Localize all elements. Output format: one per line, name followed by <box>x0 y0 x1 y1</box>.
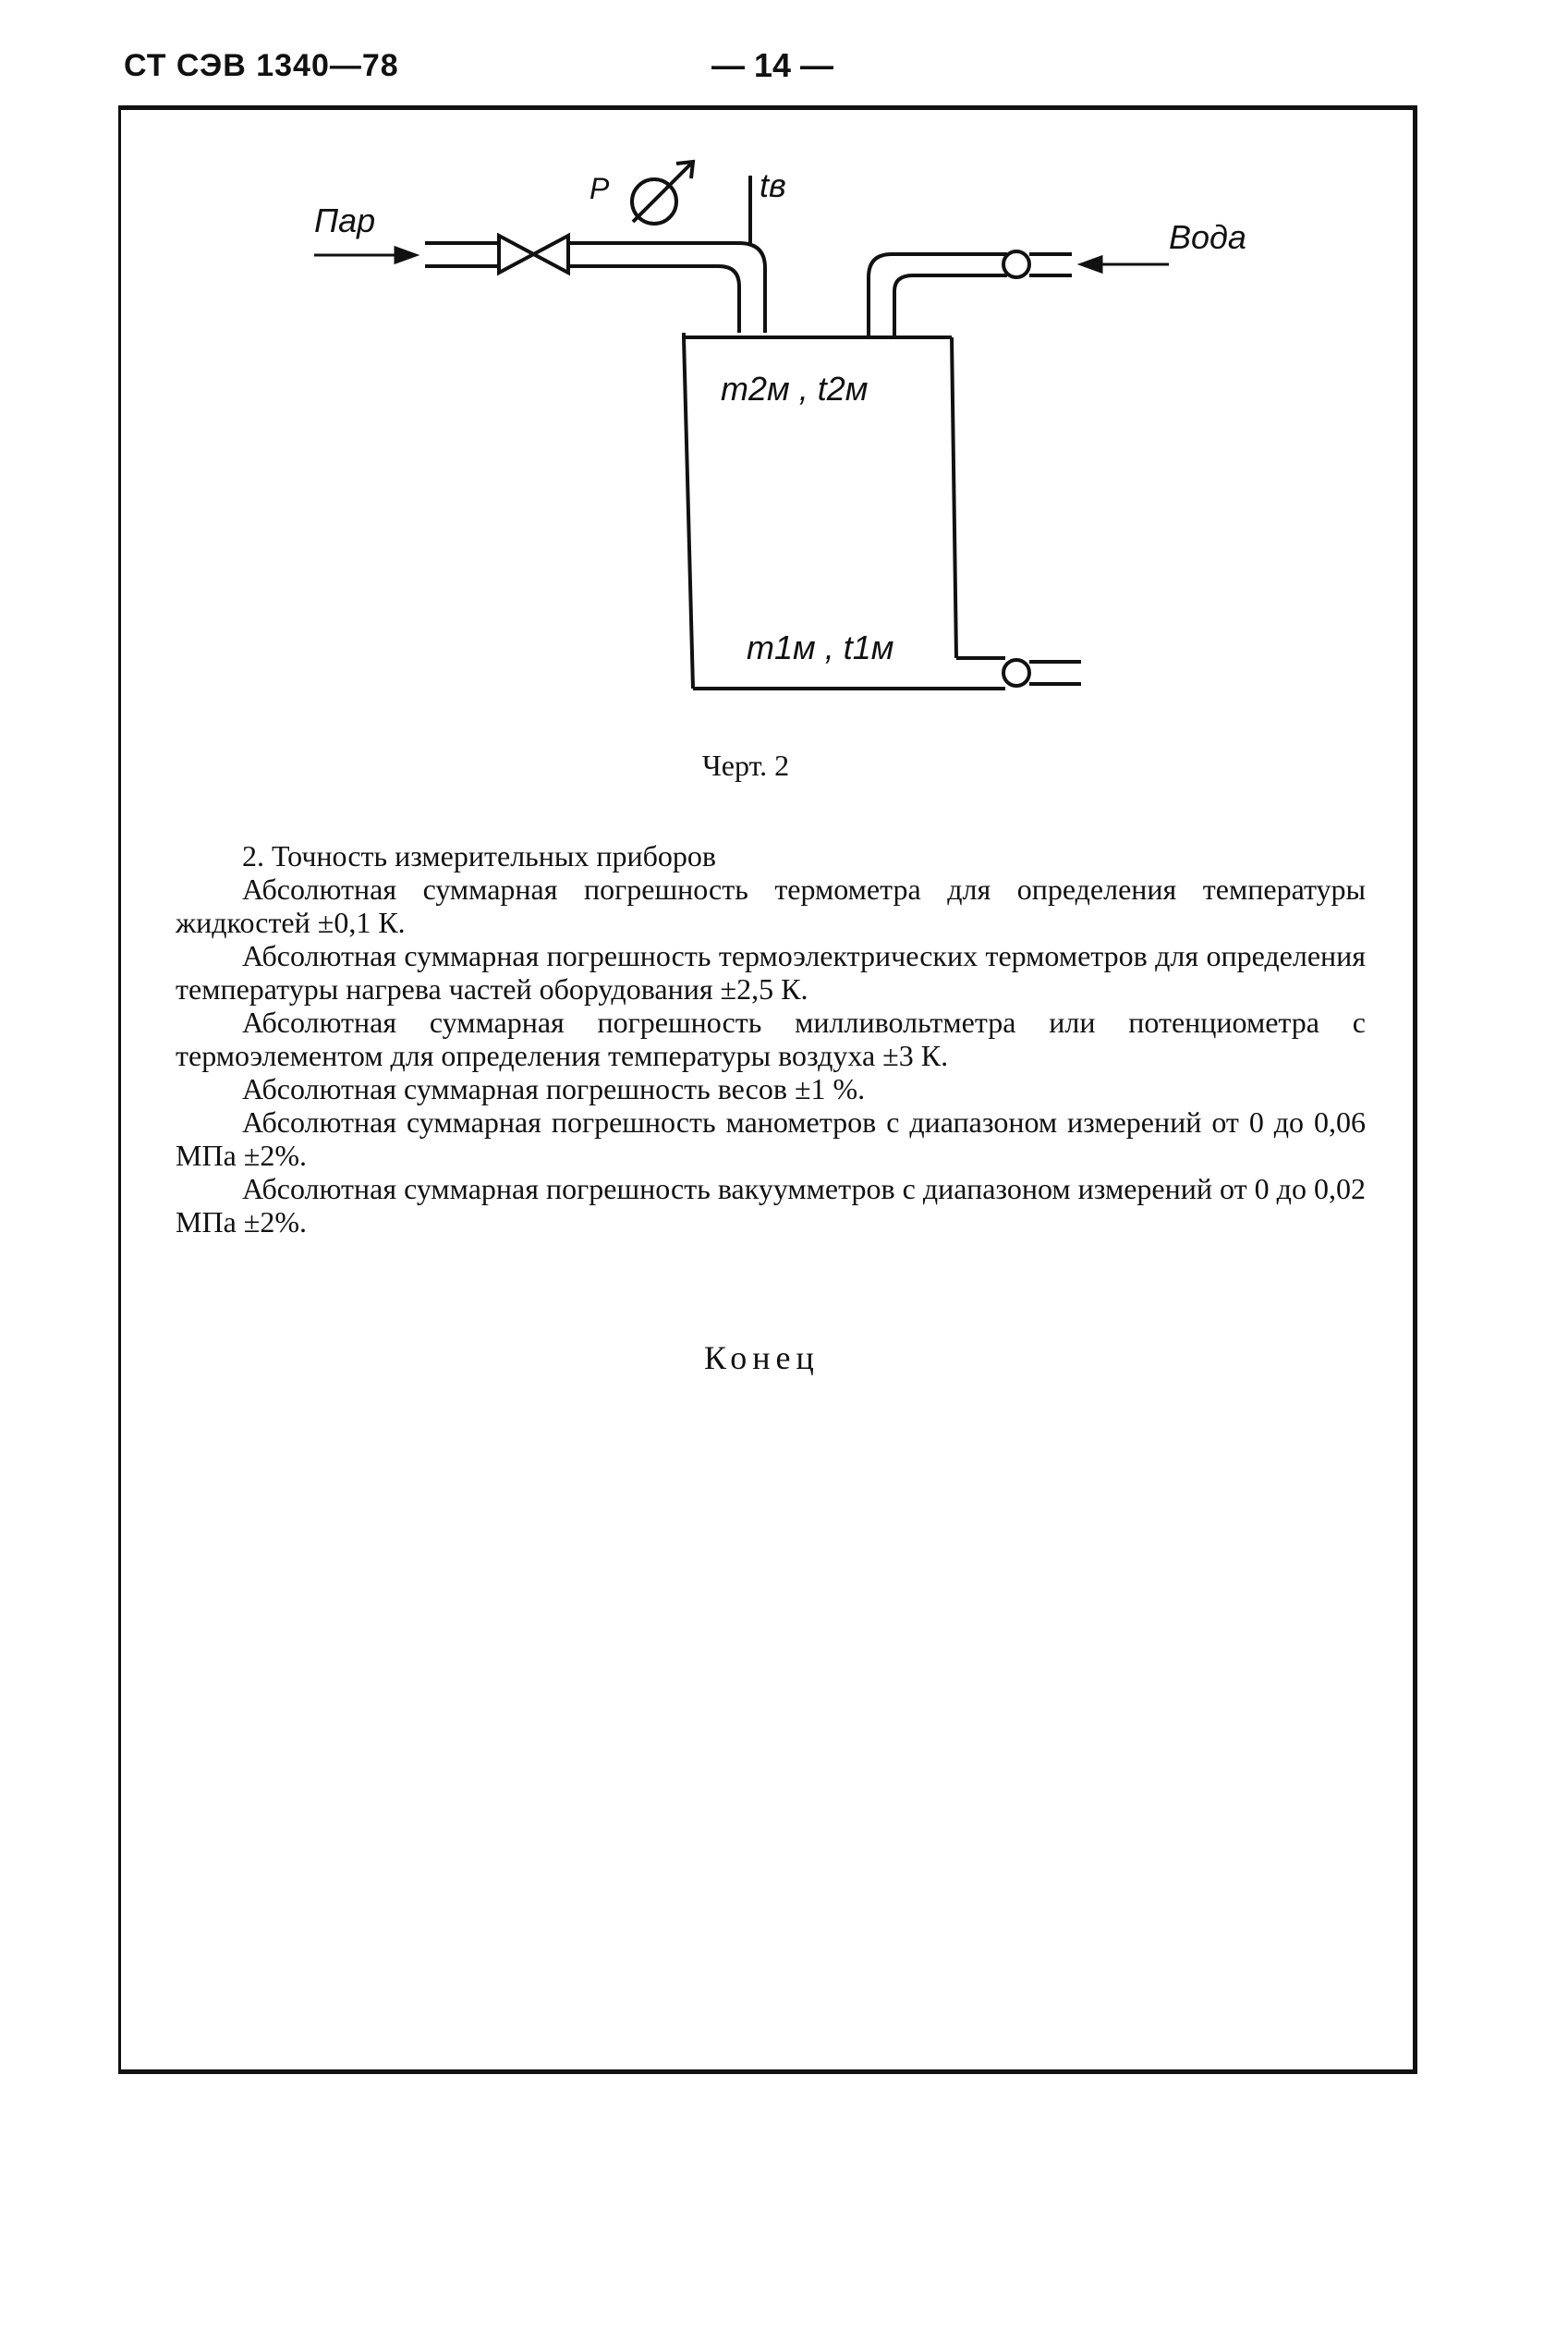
steam-elbow-inner <box>719 266 739 333</box>
tank-right-wall <box>952 337 956 658</box>
label-steam-temperature: tв <box>760 166 786 204</box>
steam-arrow-icon <box>395 248 416 262</box>
steam-valve-icon <box>499 236 568 273</box>
bottom-outlet-valve-icon <box>1003 660 1029 686</box>
paragraph: Абсолютная суммарная погрешность милливольтметра или потенциометра с термоэлементом для определения температуры воздуха ±3 К. <box>176 1006 1366 1072</box>
document-end: Конец <box>704 1339 820 1376</box>
water-inlet-valve-icon <box>1003 251 1029 277</box>
paragraph: Абсолютная суммарная погрешность термометра для определения температуры жидкостей ±0,1 К. <box>176 873 1366 939</box>
paragraph: Абсолютная суммарная погрешность термоэлектрических термометров для определения температуры нагрева частей оборудования ±2,5 К. <box>176 939 1366 1006</box>
label-lower-zone: m1м , t1м <box>747 629 894 666</box>
label-pressure: Р <box>590 172 610 205</box>
steam-elbow-outer <box>739 243 765 333</box>
water-pipe-outer <box>869 254 1007 337</box>
water-pipe-inner <box>894 275 1007 337</box>
paragraph: Абсолютная суммарная погрешность манометров с диапазоном измерений от 0 до 0,06 МПа ±2%. <box>176 1105 1366 1172</box>
label-upper-zone: m2м , t2м <box>721 370 869 408</box>
paragraph: Абсолютная суммарная погрешность весов ±1 %. <box>242 1072 866 1105</box>
figure-caption: Черт. 2 <box>702 749 790 782</box>
section-heading: 2. Точность измерительных приборов <box>242 839 717 873</box>
label-water: Вода <box>1169 218 1246 256</box>
figure-2-diagram <box>277 148 1294 739</box>
tank-top-left <box>684 333 765 337</box>
water-arrow-icon <box>1081 257 1101 272</box>
paragraph: Абсолютная суммарная погрешность вакуумметров с диапазоном измерений от 0 до 0,02 МПа ±2%. <box>176 1172 1366 1239</box>
accuracy-section <box>176 839 1366 1239</box>
tank-left-wall <box>684 337 693 689</box>
standard-designation: СТ СЭВ 1340—78 <box>124 48 399 83</box>
page-number: — 14 — <box>711 46 834 84</box>
label-steam: Пар <box>314 201 376 239</box>
